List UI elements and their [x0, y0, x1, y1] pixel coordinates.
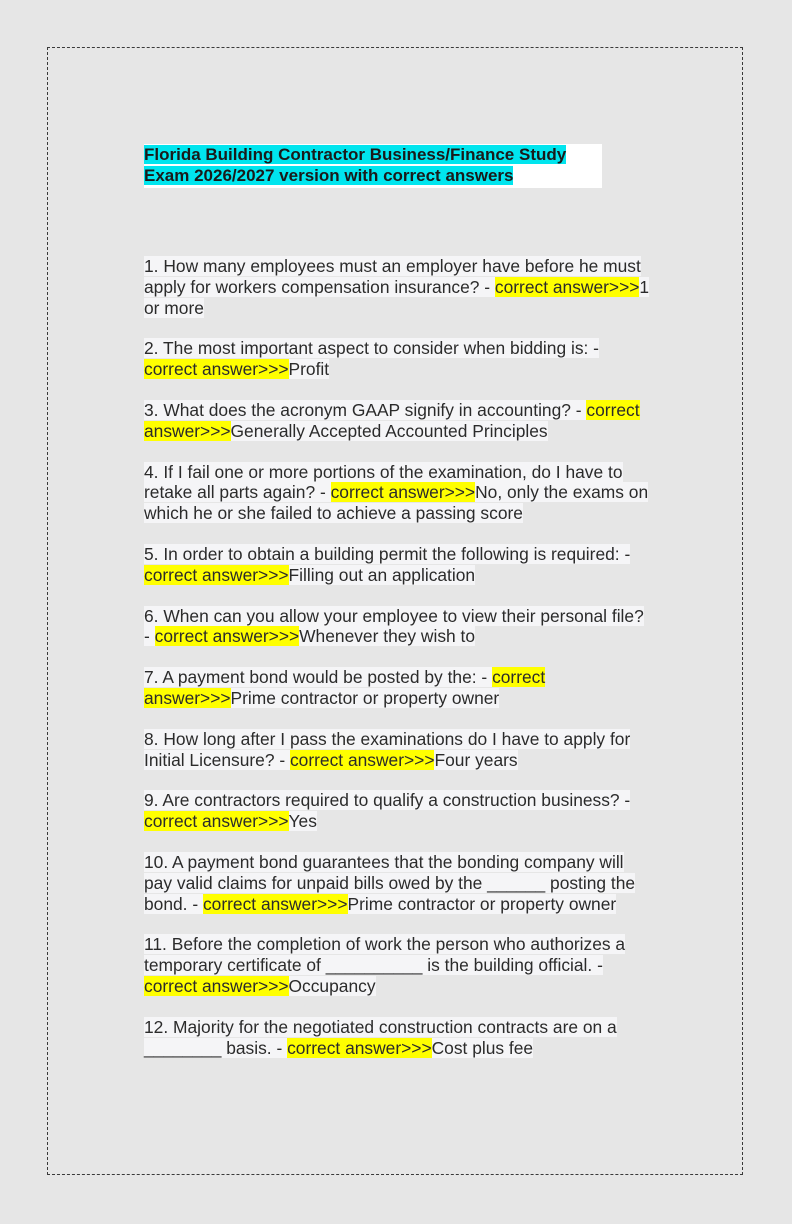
- question-text: 5. In order to obtain a building permit the following is required: -: [144, 543, 631, 564]
- answer-text: Yes: [288, 811, 317, 832]
- question-text: 6. When can you allow your employee to view their personal file? -: [144, 605, 644, 647]
- qa-item: [144, 1017, 650, 1059]
- answer-text: No, only the exams on which he or she failed to achieve a passing score: [144, 482, 649, 524]
- answer-text: Filling out an application: [288, 564, 476, 585]
- qa-list: [144, 256, 650, 1058]
- answer-text: Whenever they wish to: [299, 626, 476, 647]
- answer-text: Profit: [288, 359, 330, 380]
- question-text: 7. A payment bond would be posted by the: -: [144, 667, 493, 688]
- title-box: [144, 144, 602, 188]
- answer-marker: correct answer>>>: [144, 564, 289, 585]
- qa-item: [144, 667, 650, 709]
- qa-item: [144, 400, 650, 442]
- answer-marker: correct answer>>>: [330, 482, 476, 503]
- answer-marker: correct answer>>>: [144, 399, 640, 441]
- answer-marker: correct answer>>>: [144, 975, 289, 996]
- answer-marker: correct answer>>>: [494, 276, 640, 297]
- qa-item: [144, 790, 650, 832]
- answer-text: Generally Accepted Accounted Principles: [230, 420, 548, 441]
- answer-marker: correct answer>>>: [202, 893, 348, 914]
- qa-item: [144, 256, 650, 318]
- qa-item: [144, 462, 650, 524]
- document-title-text: Florida Building Contractor Business/Finance Study Exam 2026/2027 version with correct answers: [144, 145, 567, 185]
- qa-item: [144, 729, 650, 771]
- document-content: [144, 144, 650, 1078]
- qa-item: [144, 852, 650, 914]
- answer-marker: correct answer>>>: [287, 1037, 432, 1058]
- answer-text: Four years: [434, 749, 518, 770]
- answer-marker: correct answer>>>: [144, 811, 289, 832]
- question-text: 8. How long after I pass the examinations do I have to apply for Initial Licensure? -: [144, 728, 631, 770]
- question-text: 10. A payment bond guarantees that the bonding company will pay valid claims for unpaid bills owed by the ______ posting the bond. -: [144, 851, 636, 914]
- answer-text: Prime contractor or property owner: [347, 893, 617, 914]
- document-title: [144, 144, 602, 186]
- answer-marker: correct answer>>>: [144, 359, 289, 380]
- answer-marker: correct answer>>>: [144, 667, 546, 708]
- question-text: 12. Majority for the negotiated construction contracts are on a ________ basis. -: [144, 1016, 617, 1058]
- question-text: 1. How many employees must an employer have before he must apply for workers compensation insurance? -: [144, 256, 641, 297]
- answer-marker: correct answer>>>: [289, 749, 435, 770]
- question-text: 2. The most important aspect to consider when bidding is: -: [144, 338, 599, 359]
- answer-text: Cost plus fee: [431, 1037, 534, 1058]
- question-text: 11. Before the completion of work the person who authorizes a temporary certificate of __________ is the building official. -: [144, 934, 626, 976]
- answer-text: Prime contractor or property owner: [230, 687, 500, 708]
- question-text: 3. What does the acronym GAAP signify in accounting? -: [144, 399, 587, 420]
- question-text: 9. Are contractors required to qualify a construction business? -: [144, 790, 631, 811]
- qa-item: [144, 544, 650, 586]
- answer-text: 1 or more: [144, 276, 650, 318]
- answer-text: Occupancy: [288, 975, 376, 996]
- qa-item: [144, 338, 650, 380]
- qa-item: [144, 934, 650, 996]
- question-text: 4. If I fail one or more portions of the examination, do I have to retake all parts again? -: [144, 461, 623, 503]
- qa-item: [144, 606, 650, 648]
- answer-marker: correct answer>>>: [154, 626, 300, 647]
